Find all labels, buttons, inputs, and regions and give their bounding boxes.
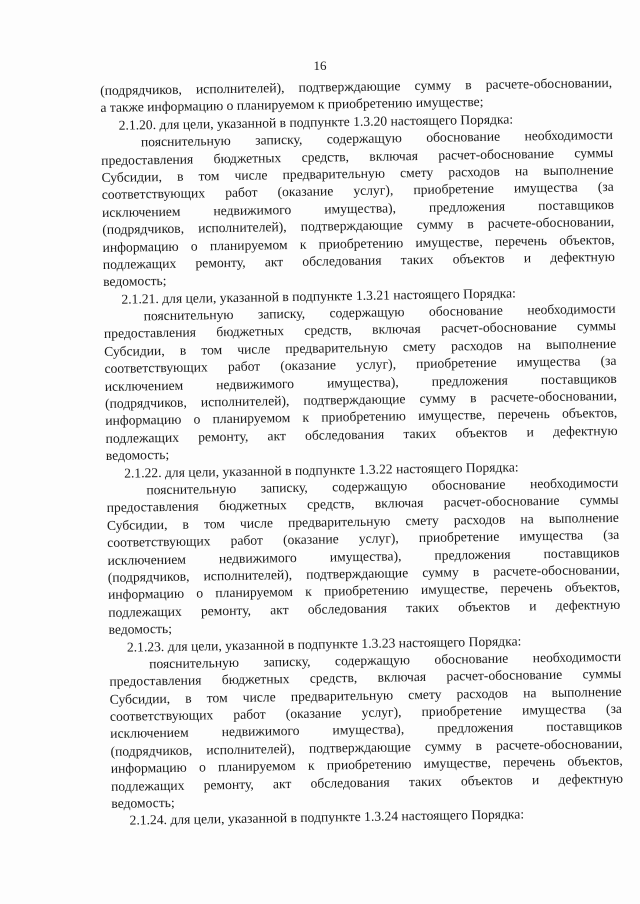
text-line: 2.1.21. для цели, указанной в подпункте 1.3.21 настоящего Порядка: (121, 285, 516, 307)
text-line: 2.1.24. для цели, указанной в подпункте 1.3.24 настоящего Порядка: (129, 806, 525, 829)
text-line: ведомость; (111, 794, 175, 811)
text-line: информацию о планируемом к приобретению имуществе, перечень объектов, (107, 579, 621, 603)
text-line: (подрядчиков, исполнителей), подтверждающие сумму в расчете-обосновании, (107, 561, 620, 585)
text-line: (подрядчиков, исполнителей), подтверждающие сумму в расчете-обосновании, (102, 214, 615, 238)
text-line: соответствующих работ (оказание услуг), приобретение имущества (за (107, 527, 620, 551)
text-line: Субсидии, в том числе предварительную смету расходов на выполнение (101, 161, 614, 185)
text-line: информацию о планируемом к приобретению имуществе, перечень объектов, (110, 753, 623, 777)
text-line: Субсидии, в том числе предварительную смету расходов на выполнение (109, 683, 622, 707)
document-body (100, 74, 624, 830)
text-line: исключением недвижимого имущества), предложения поставщиков (107, 544, 620, 568)
text-line: Субсидии, в том числе предварительную смету расходов на выполнение (104, 335, 617, 359)
text-line: предоставления бюджетных средств, включая расчет-обоснование суммы (103, 318, 617, 342)
text-line: подлежащих ремонту, акт обследования таких объектов и дефектную (102, 248, 615, 272)
text-line: пояснительную записку, содержащую обоснование необходимости (143, 301, 616, 324)
text-line: 2.1.22. для цели, указанной в подпункте 1.3.22 настоящего Порядка: (124, 459, 519, 481)
text-line: пояснительную записку, содержащую обоснование необходимости (149, 648, 622, 672)
text-line: подлежащих ремонту, акт обследования таких объектов и дефектную (110, 770, 624, 794)
text-line: предоставления бюджетных средств, включая расчет-обоснование суммы (109, 666, 622, 690)
text-line: 2.1.20. для цели, указанной в подпункте 1.3.20 настоящего Порядка: (118, 111, 514, 133)
text-line: соответствующих работ (оказание услуг), приобретение имущества (за (101, 179, 614, 203)
text-line: пояснительную записку, содержащую обоснование необходимости (140, 127, 614, 150)
text-line: исключением недвижимого имущества), предложения поставщиков (110, 718, 623, 742)
text-line: ведомость; (105, 447, 170, 464)
text-line: (подрядчиков, исполнителей), подтверждающие сумму в расчете-обосновании, (100, 74, 613, 98)
text-line: ведомость; (103, 273, 167, 290)
text-line: ведомость; (108, 621, 173, 638)
text-line: а также информацию о планируемом к приобретению имуществе; (100, 94, 484, 116)
text-line: предоставления бюджетных средств, включая расчет-обоснование суммы (106, 492, 619, 516)
text-line: 2.1.23. для цели, указанной в подпункте 1.3.23 настоящего Порядка: (126, 632, 522, 655)
text-line: информацию о планируемом к приобретению имуществе, перечень объектов, (102, 231, 615, 255)
text-line: подлежащих ремонту, акт обследования таких объектов и дефектную (108, 596, 621, 620)
text-line: исключением недвижимого имущества), предложения поставщиков (104, 370, 617, 394)
text-line: информацию о планируемом к приобретению имуществе, перечень объектов, (105, 405, 618, 429)
text-line: (подрядчиков, исполнителей), подтверждающие сумму в расчете-обосновании, (104, 387, 618, 411)
text-line: пояснительную записку, содержащую обоснование необходимости (146, 474, 619, 498)
text-line: соответствующих работ (оказание услуг), приобретение имущества (за (109, 700, 623, 724)
text-line: (подрядчиков, исполнителей), подтверждающие сумму в расчете-обосновании, (110, 735, 623, 759)
text-line: подлежащих ремонту, акт обследования таких объектов и дефектную (105, 422, 618, 446)
text-line: предоставления бюджетных средств, включая расчет-обоснование суммы (101, 144, 614, 168)
text-line: исключением недвижимого имущества), предложения поставщиков (101, 196, 615, 220)
text-line: соответствующих работ (оказание услуг), приобретение имущества (за (104, 353, 617, 377)
page-number: 16 (313, 58, 327, 73)
text-line: Субсидии, в том числе предварительную смету расходов на выполнение (106, 509, 620, 533)
